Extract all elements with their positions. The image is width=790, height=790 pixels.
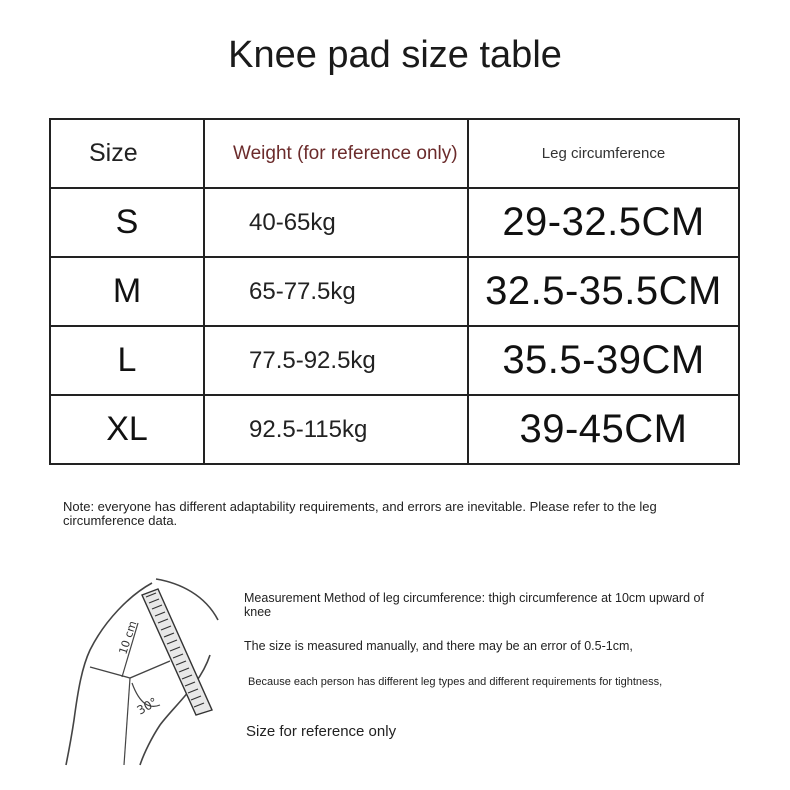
table-row [50, 326, 739, 395]
knee-measurement-diagram [60, 575, 235, 770]
cell-weight: 92.5-115kg [204, 395, 468, 464]
table-header-row [50, 119, 739, 188]
table-row [50, 188, 739, 257]
page-title: Knee pad size table [228, 34, 562, 76]
cell-weight: 40-65kg [204, 188, 468, 257]
size-table [49, 118, 740, 465]
leg-type-text: Because each person has different leg types and different requirements for tightness, [248, 676, 663, 688]
cell-leg-circumference: 32.5-35.5CM [468, 257, 739, 326]
header-size: Size [50, 119, 204, 188]
table-row [50, 257, 739, 326]
cell-weight: 65-77.5kg [204, 257, 468, 326]
cell-leg-circumference: 39-45CM [468, 395, 739, 464]
distance-label: 10 cm [116, 619, 140, 656]
measurement-method-text: Measurement Method of leg circumference: thigh circumference at 10cm upward of knee [244, 591, 704, 619]
cell-leg-circumference: 35.5-39CM [468, 326, 739, 395]
cell-weight: 77.5-92.5kg [204, 326, 468, 395]
header-leg-circumference: Leg circumference [468, 119, 739, 188]
cell-size: S [50, 188, 204, 257]
measurement-error-text: The size is measured manually, and there may be an error of 0.5-1cm, [244, 639, 633, 653]
angle-label: 30° [134, 694, 160, 718]
reference-text: Size for reference only [246, 723, 397, 740]
cell-leg-circumference: 29-32.5CM [468, 188, 739, 257]
cell-size: M [50, 257, 204, 326]
header-weight: Weight (for reference only) [204, 119, 468, 188]
cell-size: XL [50, 395, 204, 464]
note-text: Note: everyone has different adaptability requirements, and errors are inevitable. Please refer to the leg circumference data. [63, 499, 657, 528]
cell-size: L [50, 326, 204, 395]
table-row [50, 395, 739, 464]
